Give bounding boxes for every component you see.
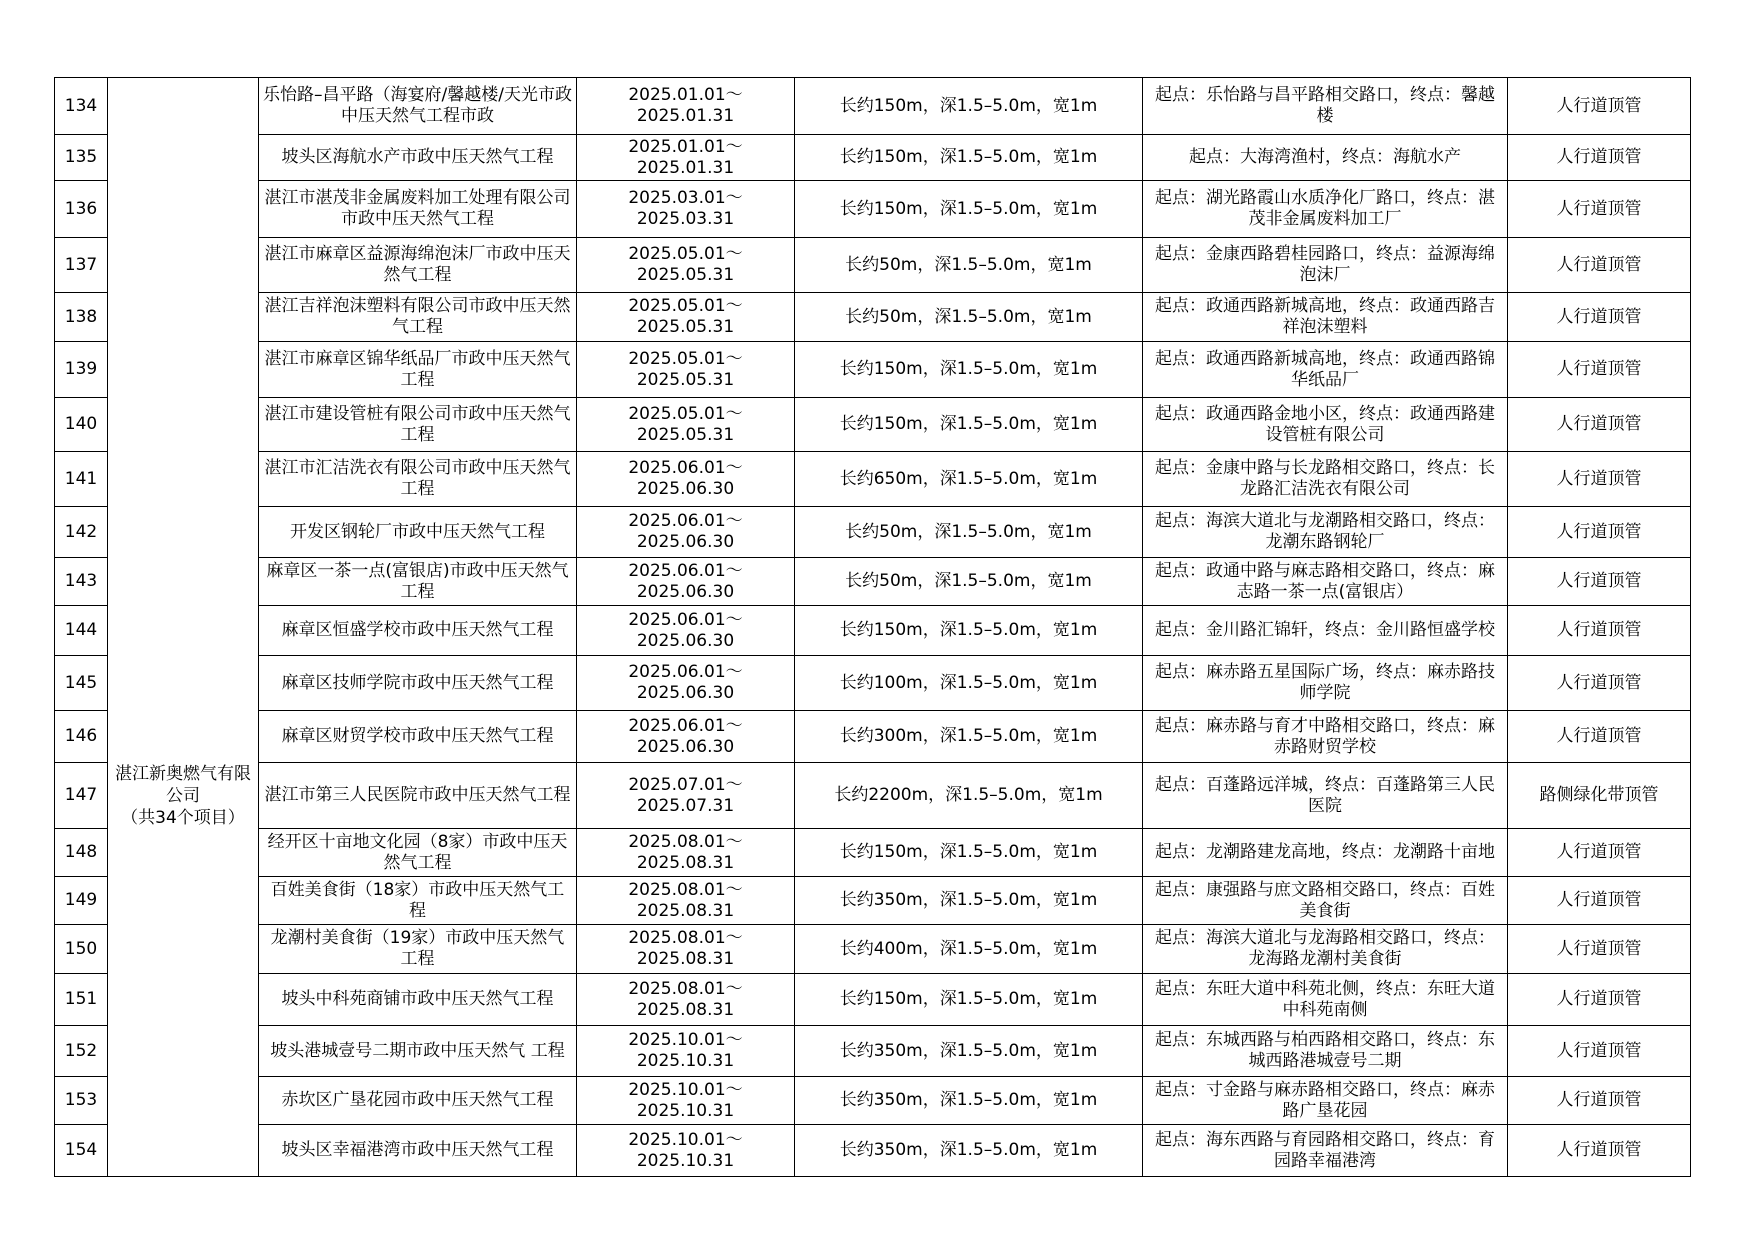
method-cell: 人行道顶管 [1508,829,1691,877]
table-row [55,1026,1691,1077]
company-column-cell [108,606,259,656]
row-number-cell: 137 [55,238,108,293]
project-name-cell: 麻章区一茶一点(富银店)市政中压天然气工程 [259,558,577,606]
route-cell: 起点：政通中路与麻志路相交路口，终点：麻志路一茶一点(富银店） [1143,558,1508,606]
table-row [55,398,1691,452]
row-number-cell: 140 [55,398,108,452]
project-name-cell: 经开区十亩地文化园（8家）市政中压天然气工程 [259,829,577,877]
scale-cell: 长约150m，深1.5–5.0m，宽1m [795,974,1143,1026]
period-cell: 2025.06.01～2025.06.30 [577,452,795,507]
scale-cell: 长约150m，深1.5–5.0m，宽1m [795,181,1143,238]
company-column-cell [108,238,259,293]
project-name-cell: 百姓美食街（18家）市政中压天然气工程 [259,877,577,925]
project-name-cell: 坡头区海航水产市政中压天然气工程 [259,135,577,181]
scale-cell: 长约350m，深1.5–5.0m，宽1m [795,1077,1143,1125]
table-row [55,829,1691,877]
row-number-cell: 146 [55,711,108,763]
table-row [55,507,1691,558]
company-column-cell [108,78,259,135]
period-cell: 2025.01.01～2025.01.31 [577,78,795,135]
table-row [55,974,1691,1026]
scale-cell: 长约50m，深1.5–5.0m，宽1m [795,238,1143,293]
route-cell: 起点：麻赤路与育才中路相交路口，终点：麻赤路财贸学校 [1143,711,1508,763]
method-cell: 人行道顶管 [1508,238,1691,293]
table-row [55,925,1691,974]
route-cell: 起点：寸金路与麻赤路相交路口，终点：麻赤路广垦花园 [1143,1077,1508,1125]
row-number-cell: 152 [55,1026,108,1077]
route-cell: 起点：大海湾渔村，终点：海航水产 [1143,135,1508,181]
row-number-cell: 141 [55,452,108,507]
route-cell: 起点：海东西路与育园路相交路口，终点：育园路幸福港湾 [1143,1125,1508,1177]
period-cell: 2025.06.01～2025.06.30 [577,507,795,558]
period-cell: 2025.03.01～2025.03.31 [577,181,795,238]
period-cell: 2025.08.01～2025.08.31 [577,877,795,925]
route-cell: 起点：百蓬路远洋城，终点：百蓬路第三人民医院 [1143,763,1508,829]
period-cell: 2025.08.01～2025.08.31 [577,829,795,877]
table-row [55,1077,1691,1125]
method-cell: 人行道顶管 [1508,1077,1691,1125]
method-cell: 人行道顶管 [1508,1026,1691,1077]
project-name-cell: 乐怡路–昌平路（海宴府/馨越楼/天光市政中压天然气工程市政 [259,78,577,135]
table-row [55,78,1691,135]
method-cell: 人行道顶管 [1508,711,1691,763]
company-column-cell [108,829,259,877]
scale-cell: 长约150m，深1.5–5.0m，宽1m [795,398,1143,452]
company-column-cell [108,181,259,238]
route-cell: 起点：金康中路与长龙路相交路口，终点：长龙路汇洁洗衣有限公司 [1143,452,1508,507]
method-cell: 人行道顶管 [1508,1125,1691,1177]
method-cell: 人行道顶管 [1508,452,1691,507]
route-cell: 起点：海滨大道北与龙潮路相交路口，终点：龙潮东路钢轮厂 [1143,507,1508,558]
method-cell: 人行道顶管 [1508,78,1691,135]
row-number-cell: 145 [55,656,108,711]
project-name-cell: 龙潮村美食街（19家）市政中压天然气工程 [259,925,577,974]
route-cell: 起点：金康西路碧桂园路口，终点：益源海绵泡沫厂 [1143,238,1508,293]
row-number-cell: 150 [55,925,108,974]
period-cell: 2025.10.01～2025.10.31 [577,1077,795,1125]
project-name-cell: 麻章区财贸学校市政中压天然气工程 [259,711,577,763]
row-number-cell: 138 [55,293,108,342]
method-cell: 人行道顶管 [1508,656,1691,711]
period-cell: 2025.05.01～2025.05.31 [577,293,795,342]
project-name-cell: 湛江市第三人民医院市政中压天然气工程 [259,763,577,829]
row-number-cell: 134 [55,78,108,135]
table-row [55,1125,1691,1177]
company-name: 湛江新奥燃气有限公司 [115,763,251,806]
row-number-cell: 142 [55,507,108,558]
table-row [55,763,1691,829]
scale-cell: 长约50m，深1.5–5.0m，宽1m [795,558,1143,606]
company-cell [108,763,259,829]
project-name-cell: 开发区钢轮厂市政中压天然气工程 [259,507,577,558]
project-name-cell: 湛江市麻章区锦华纸品厂市政中压天然气工程 [259,342,577,398]
method-cell: 人行道顶管 [1508,925,1691,974]
row-number-cell: 147 [55,763,108,829]
project-name-cell: 湛江市汇洁洗衣有限公司市政中压天然气工程 [259,452,577,507]
project-name-cell: 坡头中科苑商铺市政中压天然气工程 [259,974,577,1026]
project-name-cell: 湛江吉祥泡沫塑料有限公司市政中压天然气工程 [259,293,577,342]
route-cell: 起点：金川路汇锦轩，终点：金川路恒盛学校 [1143,606,1508,656]
table-row [55,135,1691,181]
route-cell: 起点：政通西路金地小区，终点：政通西路建设管桩有限公司 [1143,398,1508,452]
table-row [55,711,1691,763]
scale-cell: 长约150m，深1.5–5.0m，宽1m [795,606,1143,656]
row-number-cell: 144 [55,606,108,656]
scale-cell: 长约350m，深1.5–5.0m，宽1m [795,877,1143,925]
route-cell: 起点：东旺大道中科苑北侧，终点：东旺大道中科苑南侧 [1143,974,1508,1026]
period-cell: 2025.05.01～2025.05.31 [577,398,795,452]
project-name-cell: 坡头区幸福港湾市政中压天然气工程 [259,1125,577,1177]
company-column-cell [108,925,259,974]
scale-cell: 长约50m，深1.5–5.0m，宽1m [795,293,1143,342]
row-number-cell: 154 [55,1125,108,1177]
route-cell: 起点：政通西路新城高地，终点：政通西路锦华纸品厂 [1143,342,1508,398]
company-column-cell [108,1026,259,1077]
project-name-cell: 湛江市湛茂非金属废料加工处理有限公司市政中压天然气工程 [259,181,577,238]
period-cell: 2025.07.01～2025.07.31 [577,763,795,829]
project-name-cell: 麻章区技师学院市政中压天然气工程 [259,656,577,711]
company-column-cell [108,293,259,342]
project-name-cell: 坡头港城壹号二期市政中压天然气 工程 [259,1026,577,1077]
project-name-cell: 湛江市麻章区益源海绵泡沫厂市政中压天然气工程 [259,238,577,293]
company-column-cell [108,452,259,507]
company-column-cell [108,711,259,763]
route-cell: 起点：麻赤路五星国际广场，终点：麻赤路技师学院 [1143,656,1508,711]
method-cell: 路侧绿化带顶管 [1508,763,1691,829]
scale-cell: 长约400m，深1.5–5.0m，宽1m [795,925,1143,974]
route-cell: 起点：湖光路霞山水质净化厂路口，终点：湛茂非金属废料加工厂 [1143,181,1508,238]
method-cell: 人行道顶管 [1508,398,1691,452]
scale-cell: 长约100m，深1.5–5.0m，宽1m [795,656,1143,711]
project-name-cell: 麻章区恒盛学校市政中压天然气工程 [259,606,577,656]
project-name-cell: 湛江市建设管桩有限公司市政中压天然气工程 [259,398,577,452]
row-number-cell: 136 [55,181,108,238]
row-number-cell: 139 [55,342,108,398]
period-cell: 2025.10.01～2025.10.31 [577,1026,795,1077]
route-cell: 起点：乐怡路与昌平路相交路口，终点：馨越楼 [1143,78,1508,135]
period-cell: 2025.10.01～2025.10.31 [577,1125,795,1177]
period-cell: 2025.08.01～2025.08.31 [577,974,795,1026]
method-cell: 人行道顶管 [1508,135,1691,181]
scale-cell: 长约150m，深1.5–5.0m，宽1m [795,78,1143,135]
method-cell: 人行道顶管 [1508,558,1691,606]
company-column-cell [108,656,259,711]
scale-cell: 长约300m，深1.5–5.0m，宽1m [795,711,1143,763]
table-row [55,452,1691,507]
scale-cell: 长约350m，深1.5–5.0m，宽1m [795,1125,1143,1177]
scale-cell: 长约50m，深1.5–5.0m，宽1m [795,507,1143,558]
period-cell: 2025.05.01～2025.05.31 [577,342,795,398]
company-column-cell [108,974,259,1026]
scale-cell: 长约650m，深1.5–5.0m，宽1m [795,452,1143,507]
method-cell: 人行道顶管 [1508,877,1691,925]
table-row [55,181,1691,238]
company-column-cell [108,342,259,398]
period-cell: 2025.05.01～2025.05.31 [577,238,795,293]
route-cell: 起点：海滨大道北与龙海路相交路口，终点：龙海路龙潮村美食街 [1143,925,1508,974]
row-number-cell: 148 [55,829,108,877]
company-column-cell [108,1077,259,1125]
method-cell: 人行道顶管 [1508,293,1691,342]
table-row [55,238,1691,293]
company-column-cell [108,1125,259,1177]
table-row [55,342,1691,398]
company-column-cell [108,135,259,181]
route-cell: 起点：康强路与庶文路相交路口，终点：百姓美食街 [1143,877,1508,925]
period-cell: 2025.08.01～2025.08.31 [577,925,795,974]
period-cell: 2025.06.01～2025.06.30 [577,606,795,656]
route-cell: 起点：政通西路新城高地，终点：政通西路吉祥泡沫塑料 [1143,293,1508,342]
period-cell: 2025.06.01～2025.06.30 [577,656,795,711]
route-cell: 起点：龙潮路建龙高地，终点：龙潮路十亩地 [1143,829,1508,877]
company-column-cell [108,507,259,558]
row-number-cell: 143 [55,558,108,606]
method-cell: 人行道顶管 [1508,507,1691,558]
company-column-cell [108,558,259,606]
row-number-cell: 153 [55,1077,108,1125]
period-cell: 2025.01.01～2025.01.31 [577,135,795,181]
method-cell: 人行道顶管 [1508,974,1691,1026]
scale-cell: 长约150m，深1.5–5.0m，宽1m [795,829,1143,877]
scale-cell: 长约150m，深1.5–5.0m，宽1m [795,135,1143,181]
table-row [55,293,1691,342]
company-column-cell [108,877,259,925]
project-name-cell: 赤坎区广垦花园市政中压天然气工程 [259,1077,577,1125]
row-number-cell: 149 [55,877,108,925]
table-row [55,656,1691,711]
company-column-cell [108,398,259,452]
method-cell: 人行道顶管 [1508,181,1691,238]
row-number-cell: 135 [55,135,108,181]
table-row [55,606,1691,656]
table-row [55,558,1691,606]
method-cell: 人行道顶管 [1508,606,1691,656]
scale-cell: 长约350m，深1.5–5.0m，宽1m [795,1026,1143,1077]
scale-cell: 长约150m，深1.5–5.0m，宽1m [795,342,1143,398]
table-row [55,877,1691,925]
row-number-cell: 151 [55,974,108,1026]
company-project-count: （共34个项目） [121,807,245,828]
route-cell: 起点：东城西路与柏西路相交路口，终点：东城西路港城壹号二期 [1143,1026,1508,1077]
period-cell: 2025.06.01～2025.06.30 [577,711,795,763]
project-table [54,77,1691,1177]
scale-cell: 长约2200m，深1.5–5.0m，宽1m [795,763,1143,829]
method-cell: 人行道顶管 [1508,342,1691,398]
period-cell: 2025.06.01～2025.06.30 [577,558,795,606]
